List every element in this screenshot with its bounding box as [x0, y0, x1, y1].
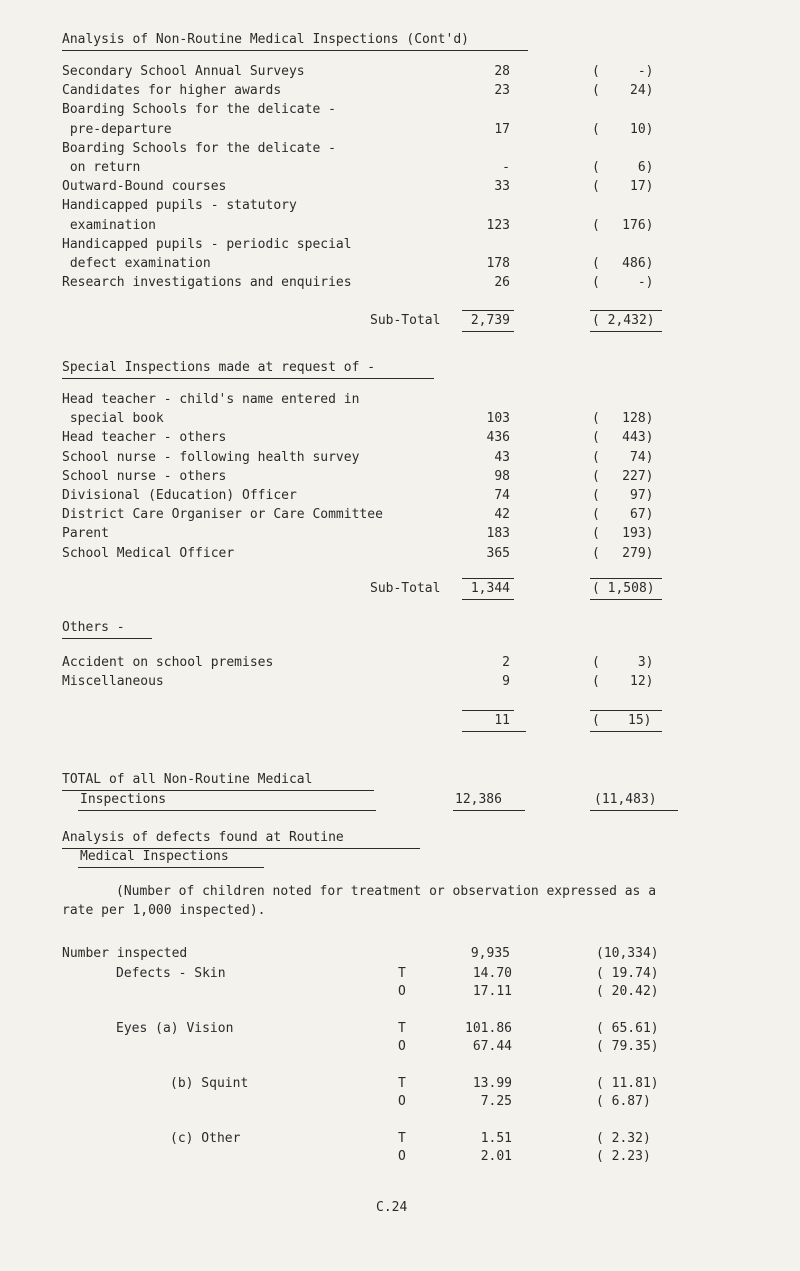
- defect-prev-rate: ( 11.81): [596, 1076, 659, 1091]
- subtotal-prev-rule-bottom: [590, 331, 662, 332]
- row-value: 26: [494, 275, 510, 291]
- subtotal-prev-rule-top: [590, 310, 662, 311]
- others-total-rule-top: [462, 710, 514, 711]
- defect-code: T: [398, 1021, 406, 1036]
- section-heading-defects-line2: Medical Inspections: [80, 849, 229, 864]
- defect-rate: 101.86: [465, 1021, 512, 1036]
- rate-note: (Number of children noted for treatment or observation expressed as a: [116, 884, 657, 899]
- defect-group-label: Eyes (a) Vision: [116, 1021, 234, 1036]
- others-total-value: 11: [494, 713, 510, 728]
- section-heading-special-inspections: Special Inspections made at request of -: [62, 360, 376, 375]
- row-prev-value: ( 74): [592, 449, 654, 465]
- row-label: defect examination: [62, 256, 211, 271]
- row-label: School nurse - following health survey: [62, 449, 360, 465]
- row-value: 17: [494, 121, 510, 137]
- row-label: examination: [62, 217, 156, 233]
- others-prev-rule-top: [590, 710, 662, 711]
- row-label: School Medical Officer: [62, 545, 235, 561]
- defect-code: T: [398, 1076, 406, 1091]
- subtotal-value: 2,739: [470, 313, 510, 328]
- row-value: 23: [494, 83, 510, 99]
- defect-code: T: [398, 1131, 406, 1146]
- subtotal-rule-top: [462, 578, 514, 579]
- heading-underline: [62, 50, 528, 51]
- row-label: Miscellaneous: [62, 674, 164, 690]
- subtotal-label: Sub-Total: [370, 313, 441, 328]
- heading-underline: [62, 638, 152, 639]
- row-prev-value: ( 3): [592, 655, 654, 670]
- row-label: School nurse - others: [62, 468, 227, 484]
- row-value: 43: [494, 449, 510, 465]
- row-value: 2: [502, 655, 510, 670]
- defect-prev-rate: ( 20.42): [596, 984, 659, 999]
- subtotal-rule-bottom: [462, 331, 514, 332]
- defect-prev-rate: ( 79.35): [596, 1039, 659, 1054]
- grand-total-label-line2: Inspections: [80, 792, 167, 807]
- grand-total-value: 12,386: [455, 792, 502, 807]
- row-prev-value: ( -): [592, 275, 654, 291]
- subtotal-prev: ( 1,508): [592, 581, 655, 596]
- heading-underline: [62, 790, 374, 791]
- defect-rate: 2.01: [480, 1149, 512, 1164]
- row-value: 9: [502, 674, 510, 690]
- grand-total-prev-rule: [590, 810, 678, 811]
- defect-rate: 1.51: [480, 1131, 512, 1146]
- page-number: C.24: [376, 1200, 408, 1215]
- row-value: 42: [494, 507, 510, 523]
- defect-prev-rate: ( 19.74): [596, 966, 659, 981]
- row-value: 436: [486, 430, 510, 446]
- row-prev-value: ( 227): [592, 468, 654, 484]
- row-value: 74: [494, 488, 510, 503]
- row-label: Candidates for higher awards: [62, 83, 282, 99]
- row-label: Head teacher - others: [62, 430, 227, 446]
- row-label: pre-departure: [62, 121, 172, 137]
- grand-total-rule: [453, 810, 525, 811]
- row-prev-value: ( 6): [592, 160, 654, 175]
- defect-rate: 17.11: [472, 984, 512, 999]
- row-label: Research investigations and enquiries: [62, 275, 352, 291]
- row-prev-value: ( 486): [592, 256, 654, 271]
- row-prev-value: ( 97): [592, 488, 654, 503]
- heading-underline: [78, 867, 264, 868]
- row-label: Handicapped pupils - statutory: [62, 198, 297, 214]
- number-inspected-label: Number inspected: [62, 946, 188, 961]
- row-label: special book: [62, 411, 164, 427]
- subtotal-prev-rule-bottom: [590, 599, 662, 600]
- defect-rate: 67.44: [472, 1039, 512, 1054]
- row-label: Parent: [62, 526, 109, 542]
- row-value: 183: [486, 526, 510, 542]
- row-label: Boarding Schools for the delicate -: [62, 140, 336, 156]
- row-value: 365: [486, 545, 510, 561]
- subtotal-label: Sub-Total: [370, 581, 441, 596]
- number-inspected-value: 9,935: [470, 946, 510, 961]
- row-value: 123: [486, 217, 510, 233]
- defect-prev-rate: ( 65.61): [596, 1021, 659, 1036]
- subtotal-value: 1,344: [470, 581, 510, 596]
- others-prev-rule-bottom: [590, 731, 662, 732]
- defect-code: O: [398, 984, 406, 999]
- heading-underline: [78, 810, 376, 811]
- row-prev-value: ( 10): [592, 121, 654, 137]
- defect-prev-rate: ( 6.87): [596, 1094, 651, 1109]
- row-label: District Care Organiser or Care Committee: [62, 507, 383, 523]
- row-label: Accident on school premises: [62, 655, 274, 670]
- row-prev-value: ( 24): [592, 83, 654, 99]
- row-label: Outward-Bound courses: [62, 179, 227, 195]
- subtotal-rule-top: [462, 310, 514, 311]
- number-inspected-prev: (10,334): [596, 946, 659, 961]
- defect-code: O: [398, 1094, 406, 1109]
- row-label: Boarding Schools for the delicate -: [62, 102, 336, 118]
- defect-prev-rate: ( 2.32): [596, 1131, 651, 1146]
- section-heading-analysis: Analysis of Non-Routine Medical Inspections (Cont'd): [62, 32, 469, 47]
- row-value: 178: [486, 256, 510, 271]
- row-value: 103: [486, 411, 510, 427]
- grand-total-label-line1: TOTAL of all Non-Routine Medical: [62, 772, 313, 787]
- row-label: Secondary School Annual Surveys: [62, 64, 305, 79]
- others-total-rule-bottom: [462, 731, 526, 732]
- section-heading-defects: Analysis of defects found at Routine: [62, 830, 344, 845]
- defect-group-label: (c) Other: [170, 1131, 241, 1146]
- row-value: 28: [494, 64, 510, 79]
- subtotal-rule-bottom: [462, 599, 514, 600]
- heading-underline: [62, 378, 434, 379]
- defect-rate: 7.25: [480, 1094, 512, 1109]
- defect-prev-rate: ( 2.23): [596, 1149, 651, 1164]
- grand-total-prev: (11,483): [594, 792, 657, 807]
- others-total-prev: ( 15): [592, 713, 652, 728]
- row-prev-value: ( 67): [592, 507, 654, 523]
- row-prev-value: ( -): [592, 64, 654, 79]
- defect-code: O: [398, 1039, 406, 1054]
- row-prev-value: ( 12): [592, 674, 654, 690]
- defect-rate: 14.70: [472, 966, 512, 981]
- defect-code: O: [398, 1149, 406, 1164]
- defect-code: T: [398, 966, 406, 981]
- row-label: Handicapped pupils - periodic special: [62, 236, 352, 252]
- row-label: Head teacher - child's name entered in: [62, 392, 360, 407]
- section-heading-others: Others -: [62, 620, 125, 635]
- row-prev-value: ( 17): [592, 179, 654, 195]
- row-prev-value: ( 193): [592, 526, 654, 542]
- row-prev-value: ( 176): [592, 217, 654, 233]
- row-prev-value: ( 279): [592, 545, 654, 561]
- subtotal-prev-rule-top: [590, 578, 662, 579]
- row-value: 98: [494, 468, 510, 484]
- subtotal-prev: ( 2,432): [592, 313, 655, 328]
- row-label: Divisional (Education) Officer: [62, 488, 297, 503]
- defect-group-label: Defects - Skin: [116, 966, 226, 981]
- row-prev-value: ( 443): [592, 430, 654, 446]
- row-value: 33: [494, 179, 510, 195]
- row-value: -: [502, 160, 510, 175]
- row-prev-value: ( 128): [592, 411, 654, 427]
- defect-rate: 13.99: [472, 1076, 512, 1091]
- rate-note-line2: rate per 1,000 inspected).: [62, 903, 266, 918]
- row-label: on return: [62, 160, 141, 175]
- defect-group-label: (b) Squint: [170, 1076, 249, 1091]
